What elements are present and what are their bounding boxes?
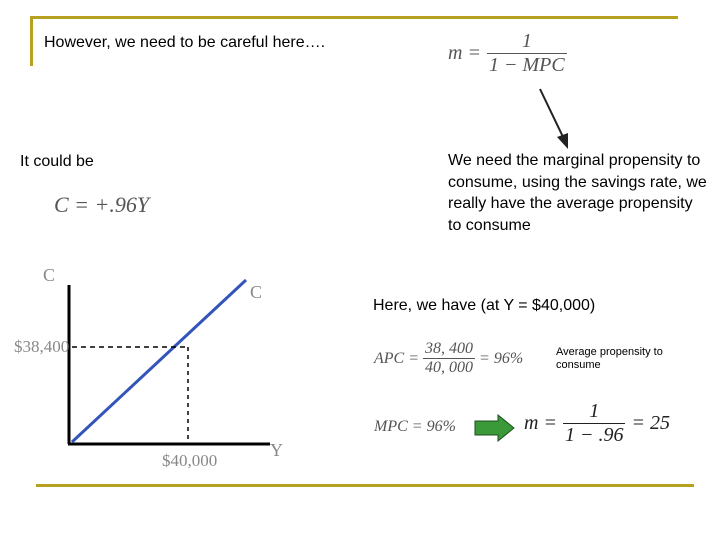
mpc-note: We need the marginal propensity to consume, using the savings rate, we really have the average propensity to consume: [448, 152, 707, 234]
result-numerator: 1: [589, 400, 600, 422]
result-lhs: m =: [524, 412, 557, 434]
y-tick-label: $38,400: [14, 337, 70, 356]
apc-equation: [374, 340, 523, 377]
consumption-line: [72, 280, 246, 442]
multiplier-formula: [448, 30, 567, 77]
mpc-equation: MPC = 96%: [374, 418, 456, 435]
apc-denominator: 40, 000: [425, 359, 474, 376]
result-fraction: [563, 400, 626, 447]
result-denominator: 1 − .96: [564, 424, 624, 446]
apc-fraction: [423, 340, 475, 377]
apc-lhs: APC =: [374, 349, 420, 367]
title-accent-bar-left: [30, 16, 33, 66]
green-arrow-icon: [474, 414, 516, 442]
intro-text: It could be: [20, 153, 94, 170]
x-tick-label: $40,000: [162, 451, 218, 470]
x-axis-label: Y: [270, 440, 283, 460]
formula-fraction: [487, 30, 567, 77]
pointer-arrow: [530, 85, 580, 155]
line-label: C: [250, 282, 263, 302]
formula-lhs: m =: [448, 42, 481, 64]
pointer-arrow-shaft: [540, 89, 564, 139]
formula-numerator: 1: [521, 30, 532, 52]
bottom-accent-bar: [36, 484, 694, 487]
slide-title: However, we need to be careful here….: [44, 34, 326, 51]
apc-numerator: 38, 400: [425, 340, 474, 357]
title-accent-bar: [30, 16, 678, 19]
apc-rhs: = 96%: [479, 349, 524, 367]
multiplier-result: [524, 400, 670, 447]
here-text: Here, we have (at Y = $40,000): [373, 297, 596, 314]
apc-label: Average propensity to consume: [556, 346, 663, 371]
result-rhs: = 25: [631, 412, 670, 434]
consumption-equation: C = +.96Y: [54, 192, 150, 217]
y-axis-label: C: [43, 265, 56, 285]
green-arrow-shape: [475, 415, 514, 441]
formula-denominator: 1 − MPC: [488, 54, 565, 76]
pointer-arrow-head: [557, 133, 568, 149]
